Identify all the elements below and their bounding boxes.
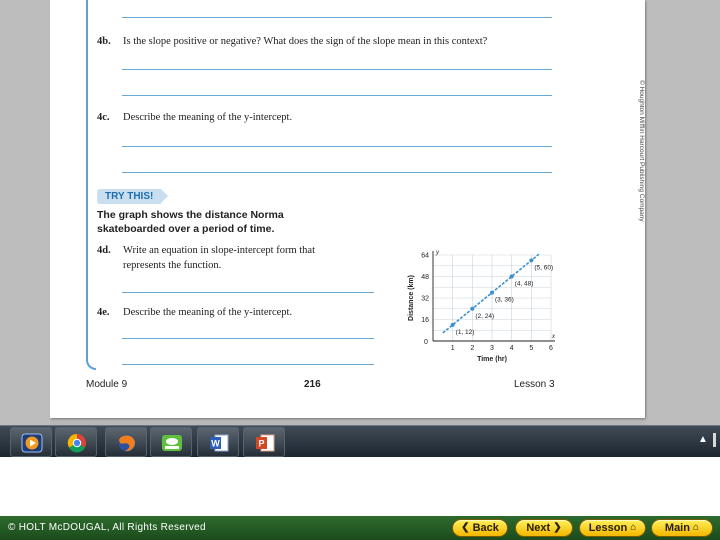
x-tick-label: 3 xyxy=(490,345,494,352)
x-tick-label: 2 xyxy=(470,345,475,352)
data-point-label: (5, 60) xyxy=(534,264,554,272)
answer-line xyxy=(122,17,552,18)
try-this-badge: TRY THIS! xyxy=(97,189,161,204)
answer-line xyxy=(122,95,552,96)
answer-line xyxy=(122,69,552,70)
taskbar-word[interactable] xyxy=(197,427,239,457)
main-button-label: Main xyxy=(664,522,690,534)
y-axis-label: Distance (km) xyxy=(408,275,415,321)
item-number-4c: 4c. xyxy=(97,112,110,123)
data-point-label: (3, 36) xyxy=(495,296,514,304)
chevron-left-icon: ❮ xyxy=(461,522,470,533)
item-text-4b: Is the slope positive or negative? What does the sign of the slope mean in this context? xyxy=(123,36,488,47)
viewer-gutter-right xyxy=(645,0,720,425)
show-hidden-icons-button[interactable]: ▲ xyxy=(698,434,708,445)
data-point-label: (2, 24) xyxy=(475,312,495,320)
x-tick-label: 6 xyxy=(549,345,553,352)
data-point-label: (4, 48) xyxy=(514,280,534,288)
y-tick-label: 64 xyxy=(421,252,429,260)
page-number: 216 xyxy=(304,379,321,390)
y-axis-letter: y xyxy=(436,250,439,256)
back-button-label: Back xyxy=(472,522,499,534)
show-desktop-button[interactable] xyxy=(713,433,716,447)
word-icon xyxy=(207,432,231,454)
taskbar-firefox[interactable] xyxy=(105,427,147,457)
side-copyright xyxy=(635,80,645,260)
data-point-label: (1, 12) xyxy=(455,328,475,336)
item-text-4c: Describe the meaning of the y-intercept. xyxy=(123,112,293,123)
back-button[interactable] xyxy=(452,519,508,537)
side-copyright-text: © Houghton Mifflin Harcourt Publishing Company xyxy=(638,80,645,222)
item-number-4e: 4e. xyxy=(97,307,110,318)
origin-label: 0 xyxy=(424,339,428,346)
main-button[interactable] xyxy=(651,519,713,537)
taskbar-messaging-app[interactable] xyxy=(150,427,192,457)
try-this-prompt: The graph shows the distance Norma skateboarded over a period of time. xyxy=(97,209,284,235)
answer-line xyxy=(122,364,374,365)
svg-text:W: W xyxy=(211,438,220,449)
item-number-4d: 4d. xyxy=(97,245,111,256)
x-tick-label: 5 xyxy=(529,345,534,352)
messaging-app-icon xyxy=(160,432,184,454)
answer-line xyxy=(122,172,552,173)
viewer-gutter-left xyxy=(0,0,50,425)
item-text-4d-line2: represents the function. xyxy=(123,260,222,271)
powerpoint-icon xyxy=(253,432,277,454)
answer-line xyxy=(122,338,374,339)
distance-time-graph xyxy=(385,245,560,370)
lesson-button-label: Lesson xyxy=(588,522,628,534)
answer-line xyxy=(122,292,374,293)
next-button[interactable] xyxy=(515,519,573,537)
windows-media-player-icon xyxy=(20,432,44,454)
section-bracket xyxy=(86,0,96,370)
data-point xyxy=(510,275,514,279)
data-point xyxy=(490,291,494,295)
graph-tick-labels xyxy=(421,253,553,353)
copyright-notice: © HOLT McDOUGAL, All Rights Reserved xyxy=(8,522,206,533)
graph-points xyxy=(451,258,553,336)
worksheet-page xyxy=(50,0,645,418)
item-text-4d-line1: Write an equation in slope-intercept form that xyxy=(123,245,316,256)
graph-grid xyxy=(433,255,554,341)
footer-lesson: Lesson 3 xyxy=(514,379,555,390)
home-icon: ⌂ xyxy=(630,522,637,533)
y-tick-label: 32 xyxy=(421,295,429,303)
y-tick-label: 16 xyxy=(421,317,429,324)
data-point xyxy=(529,258,533,262)
lesson-button[interactable] xyxy=(579,519,646,537)
footer-module: Module 9 xyxy=(86,379,128,390)
svg-text:P: P xyxy=(258,438,265,449)
next-button-label: Next xyxy=(526,522,551,534)
data-point xyxy=(451,323,455,327)
chevron-right-icon: ❯ xyxy=(553,522,562,533)
x-tick-label: 4 xyxy=(509,345,514,352)
taskbar-powerpoint[interactable] xyxy=(243,427,285,457)
taskbar xyxy=(0,425,720,457)
x-axis-label: Time (hr) xyxy=(477,356,507,363)
item-text-4e: Describe the meaning of the y-intercept. xyxy=(123,307,293,318)
item-number-4b: 4b. xyxy=(97,36,111,47)
navigation-bar xyxy=(0,516,720,540)
answer-line xyxy=(122,146,552,147)
data-point xyxy=(470,307,474,311)
x-axis-letter: x xyxy=(552,334,555,340)
home-icon: ⌂ xyxy=(693,522,700,533)
firefox-icon xyxy=(115,432,139,454)
taskbar-chrome[interactable] xyxy=(55,427,97,457)
chrome-icon xyxy=(65,432,89,454)
x-tick-label: 1 xyxy=(450,345,455,352)
taskbar-media-player[interactable] xyxy=(10,427,52,457)
y-tick-label: 48 xyxy=(421,274,429,281)
